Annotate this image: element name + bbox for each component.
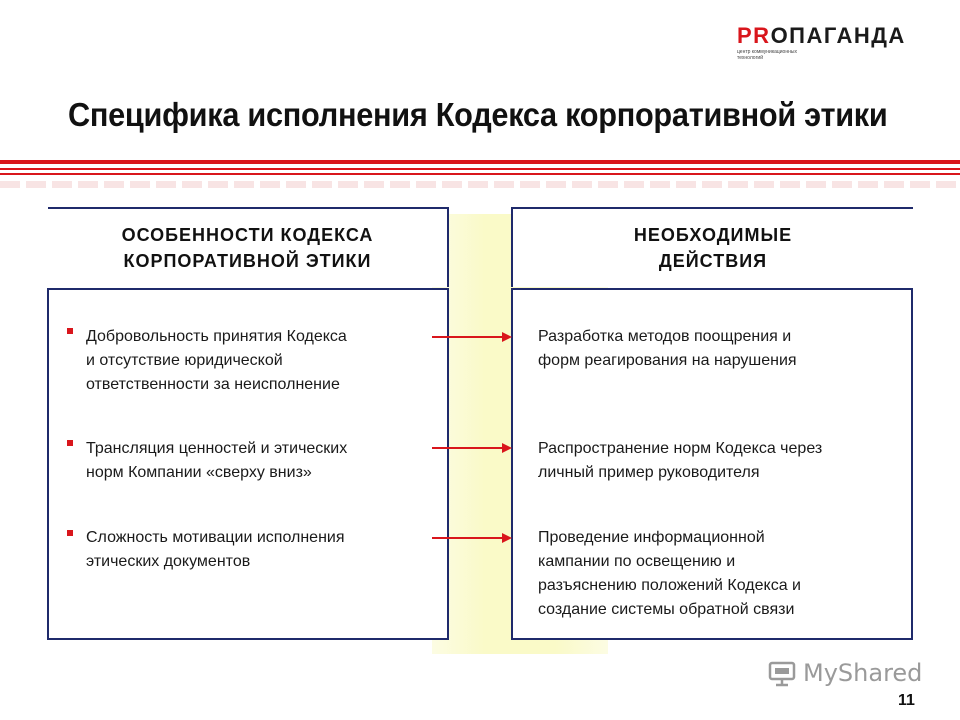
item-line: форм реагирования на нарушения [538, 352, 797, 369]
logo-subtitle: центр коммуникационных технологий [737, 49, 797, 61]
item-line: ответственности за неисполнение [86, 376, 340, 393]
right-item [538, 325, 900, 373]
divider-stripe [0, 160, 960, 164]
left-item [86, 526, 436, 574]
divider-stripe [0, 168, 960, 170]
item-line: и отсутствие юридической [86, 352, 283, 369]
left-header-line: КОРПОРАТИВНОЙ ЭТИКИ [123, 251, 372, 271]
item-line: Распространение норм Кодекса через [538, 440, 823, 457]
bullet-icon [67, 440, 73, 446]
item-line: Трансляция ценностей и этических [86, 440, 348, 457]
item-line: норм Компании «сверху вниз» [86, 464, 312, 481]
logo [737, 24, 906, 61]
item-line: создание системы обратной связи [538, 601, 795, 618]
right-header-line: НЕОБХОДИМЫЕ [633, 225, 793, 245]
item-line: этических документов [86, 553, 251, 570]
arrow-right-icon [432, 331, 512, 343]
item-line: личный пример руководителя [538, 464, 760, 481]
left-header-line: ОСОБЕННОСТИ КОДЕКСА [121, 225, 374, 245]
left-column-header [48, 207, 449, 287]
arrow-right-icon [432, 442, 512, 454]
arrow-right-icon [432, 532, 512, 544]
watermark [767, 658, 922, 688]
item-line: разъяснению положений Кодекса и [538, 577, 801, 594]
item-line: Сложность мотивации исполнения [86, 529, 345, 546]
connector-line [448, 320, 449, 640]
connector-line [512, 320, 513, 640]
item-line: Проведение информационной [538, 529, 765, 546]
item-line: Разработка методов поощрения и [538, 328, 792, 345]
right-column-header [511, 207, 913, 287]
left-item [86, 325, 436, 397]
right-item [538, 526, 900, 622]
watermark-text: MyShared [803, 659, 923, 687]
page-number: 11 [898, 692, 915, 709]
divider-stripe [0, 173, 960, 175]
left-item [86, 437, 436, 485]
logo-wordmark: PRОПАГАНДА [737, 23, 906, 48]
right-header-line: ДЕЙСТВИЯ [658, 251, 768, 271]
item-line: Добровольность принятия Кодекса [86, 328, 347, 345]
item-line: кампании по освещению и [538, 553, 736, 570]
right-item [538, 437, 900, 485]
presentation-icon [767, 658, 797, 688]
bullet-icon [67, 328, 73, 334]
page-title: Специфика исполнения Кодекса корпоративной этики [68, 96, 888, 133]
divider-pattern [0, 181, 960, 188]
bullet-icon [67, 530, 73, 536]
